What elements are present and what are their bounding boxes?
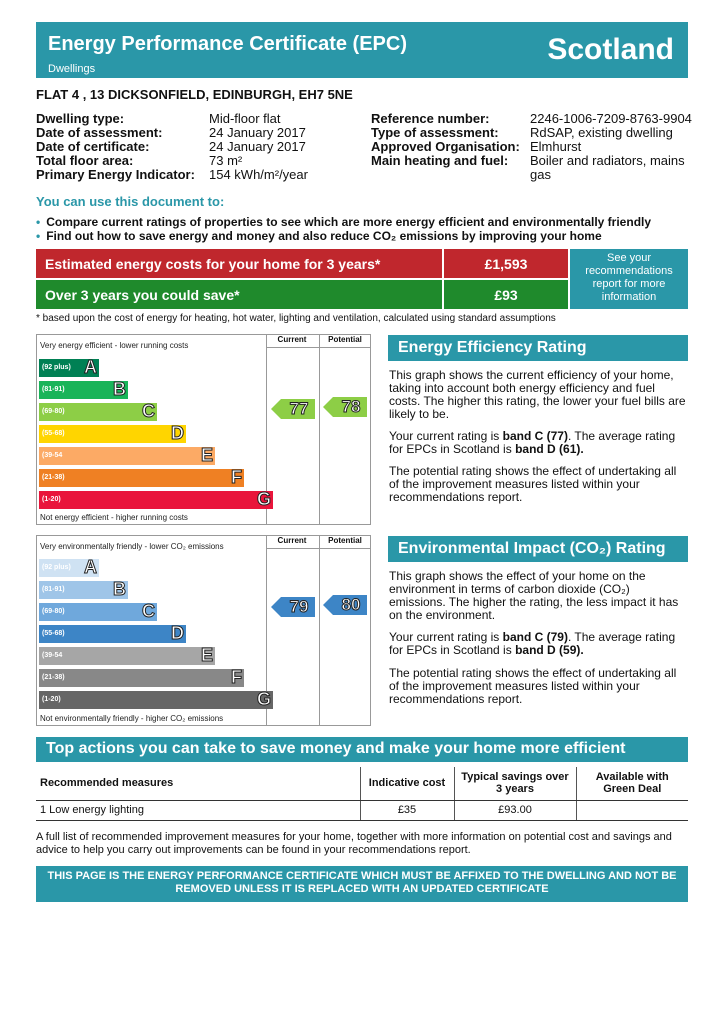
- usage-bullet-1: • Compare current ratings of properties to see which are more energy efficient and environmentally friendly: [36, 215, 652, 229]
- efficiency-para-1: This graph shows the current efficiency of your home, taking into account both energy efficiency and fuel costs. The higher this rating, the lower your fuel bills are likely to be.: [389, 368, 686, 421]
- band-range: (55-68): [42, 430, 65, 437]
- see-recommendations-box: See your recommendations report for more information: [570, 249, 688, 309]
- impact-bottom-note: Not environmentally friendly - higher CO₂ emissions: [40, 714, 224, 723]
- band-range: (1-20): [42, 496, 61, 503]
- band-range: (81-91): [42, 386, 65, 393]
- recommended-measures-table: [36, 767, 688, 821]
- band-letter: C: [142, 601, 155, 621]
- heating-fuel-value: Boiler and radiators, mains: [530, 153, 685, 168]
- band-range: (81-91): [42, 586, 65, 593]
- impact-para-3: The potential rating shows the effect of undertaking all of the improvement measures listed within your recommendations report.: [389, 666, 677, 706]
- col-green-deal: Available with Green Deal: [576, 767, 688, 800]
- impact-heading: Environmental Impact (CO₂) Rating: [388, 536, 688, 562]
- rating-band-a: [39, 359, 99, 377]
- impact-top-note: Very environmentally friendly - lower CO₂ emissions: [40, 542, 224, 551]
- savings-value: £93: [444, 280, 568, 309]
- estimated-costs-label: Estimated energy costs for your home for 3 years*: [36, 249, 442, 278]
- country-label: Scotland: [547, 33, 674, 66]
- band-letter: E: [200, 445, 213, 465]
- band-letter: B: [113, 379, 126, 399]
- bullet-icon: •: [36, 215, 41, 229]
- rating-band-c: [39, 403, 157, 421]
- band-range: (39-54: [42, 652, 63, 659]
- certificate-date-value: 24 January 2017: [209, 139, 306, 154]
- rating-band-d: [39, 425, 186, 443]
- primary-energy-value: 154 kWh/m²/year: [209, 167, 308, 182]
- band-range: (21-38): [42, 674, 65, 681]
- rating-band-g: [39, 491, 273, 509]
- rating-band-f: [39, 469, 244, 487]
- rating-band-e: [39, 647, 215, 665]
- assessment-type-value: RdSAP, existing dwelling: [530, 125, 673, 140]
- efficiency-para-2: Your current rating is band C (77). The average rating for EPCs in Scotland is band D (61).: [389, 429, 676, 456]
- measure-cost: £35: [360, 800, 454, 820]
- measure-name: 1 Low energy lighting: [36, 800, 360, 820]
- impact-potential-value: 80: [341, 595, 361, 614]
- measure-savings: £93.00: [454, 800, 576, 820]
- band-range: (39-54: [42, 452, 63, 459]
- efficiency-bottom-note: Not energy efficient - higher running costs: [40, 513, 188, 522]
- savings-row: [36, 280, 568, 309]
- savings-label: Over 3 years you could save*: [36, 280, 442, 309]
- potential-column-header: Potential: [328, 335, 362, 344]
- approved-org-label: Approved Organisation:: [371, 139, 520, 154]
- rating-band-d: [39, 625, 186, 643]
- rating-band-a: [39, 559, 99, 577]
- affix-notice: THIS PAGE IS THE ENERGY PERFORMANCE CERTIFICATE WHICH MUST BE AFFIXED TO THE DWELLING AND NOT BE REMOVED UNLESS IT IS REPLACED WITH AN UPDATED CERTIFICATE: [36, 866, 688, 902]
- efficiency-heading: Energy Efficiency Rating: [388, 335, 688, 361]
- band-letter: F: [231, 467, 242, 487]
- usage-bullet-2: • Find out how to save energy and money and also reduce CO₂ emissions by improving your home: [36, 229, 602, 243]
- band-range: (92 plus): [42, 364, 71, 371]
- efficiency-para-3: The potential rating shows the effect of undertaking all of the improvement measures listed within your recommendations report.: [389, 464, 677, 504]
- efficiency-current-arrow: [271, 399, 315, 419]
- col-savings: Typical savings over 3 years: [454, 767, 576, 800]
- band-range: (21-38): [42, 474, 65, 481]
- document-subtitle: Dwellings: [48, 63, 96, 75]
- heating-fuel-value-cont: gas: [530, 167, 551, 182]
- table-header-row: [36, 767, 688, 800]
- band-range: (69-80): [42, 408, 65, 415]
- band-letter: C: [142, 401, 155, 421]
- rating-band-e: [39, 447, 215, 465]
- impact-current-value: 79: [289, 597, 309, 616]
- dwelling-type-value: Mid-floor flat: [209, 111, 281, 126]
- reference-number-label: Reference number:: [371, 111, 490, 126]
- impact-para-2: Your current rating is band C (79). The average rating for EPCs in Scotland is band D (59).: [389, 630, 676, 657]
- rating-band-b: [39, 381, 128, 399]
- col-cost: Indicative cost: [360, 767, 454, 800]
- impact-current-arrow: [271, 597, 315, 617]
- top-actions-heading: Top actions you can take to save money and make your home more efficient: [36, 737, 688, 762]
- usage-heading: You can use this document to:: [36, 194, 225, 209]
- band-letter: G: [256, 489, 271, 509]
- band-letter: A: [84, 557, 97, 577]
- heating-fuel-label: Main heating and fuel:: [371, 153, 509, 168]
- cost-footnote: * based upon the cost of energy for heating, hot water, lighting and ventilation, calculated using standard assumptions: [36, 313, 556, 324]
- reference-number-value: 2246-1006-7209-8763-9904: [530, 111, 692, 126]
- efficiency-top-note: Very energy efficient - lower running costs: [40, 341, 189, 350]
- assessment-date-value: 24 January 2017: [209, 125, 306, 140]
- impact-para-1: This graph shows the effect of your home on the environment in terms of carbon dioxide (CO₂) emissions. The higher the rating, the less impact it has on the environment.: [389, 569, 679, 622]
- floor-area-value: 73 m²: [209, 153, 243, 168]
- rating-band-g: [39, 691, 273, 709]
- band-letter: D: [171, 623, 184, 643]
- estimated-costs-value: £1,593: [444, 249, 568, 278]
- approved-org-value: Elmhurst: [530, 139, 582, 154]
- band-range: (92 plus): [42, 564, 71, 571]
- efficiency-current-value: 77: [289, 399, 309, 418]
- efficiency-potential-value: 78: [341, 397, 361, 416]
- rating-band-f: [39, 669, 244, 687]
- band-letter: F: [231, 667, 242, 687]
- assessment-type-label: Type of assessment:: [371, 125, 499, 140]
- document-title: Energy Performance Certificate (EPC): [48, 33, 408, 55]
- band-range: (69-80): [42, 608, 65, 615]
- impact-potential-arrow: [323, 595, 367, 615]
- rating-band-b: [39, 581, 128, 599]
- impact-rating-chart: [36, 535, 371, 726]
- certificate-date-label: Date of certificate:: [36, 139, 150, 154]
- efficiency-potential-arrow: [323, 397, 367, 417]
- measure-green-deal: [576, 800, 688, 820]
- floor-area-label: Total floor area:: [36, 153, 134, 168]
- potential-column-header: Potential: [328, 536, 362, 545]
- current-column-header: Current: [277, 536, 307, 545]
- property-address: FLAT 4 , 13 DICKSONFIELD, EDINBURGH, EH7 5NE: [36, 87, 353, 102]
- band-letter: B: [113, 579, 126, 599]
- col-measures: Recommended measures: [36, 767, 360, 800]
- band-letter: G: [256, 689, 271, 709]
- full-list-note: A full list of recommended improvement measures for your home, together with more information on potential cost and savings and advice to help you carry out improvements can be found in your recommendations report.: [36, 831, 672, 856]
- efficiency-rating-chart: [36, 334, 371, 525]
- table-row: [36, 800, 688, 820]
- band-range: (55-68): [42, 630, 65, 637]
- dwelling-type-label: Dwelling type:: [36, 111, 125, 126]
- current-column-header: Current: [277, 335, 307, 344]
- band-letter: A: [84, 357, 97, 377]
- bullet-icon: •: [36, 229, 41, 243]
- header-banner: [36, 22, 688, 78]
- band-range: (1-20): [42, 696, 61, 703]
- rating-band-c: [39, 603, 157, 621]
- assessment-date-label: Date of assessment:: [36, 125, 163, 140]
- band-letter: D: [171, 423, 184, 443]
- estimated-costs-row: [36, 249, 568, 278]
- primary-energy-label: Primary Energy Indicator:: [36, 167, 195, 182]
- band-letter: E: [200, 645, 213, 665]
